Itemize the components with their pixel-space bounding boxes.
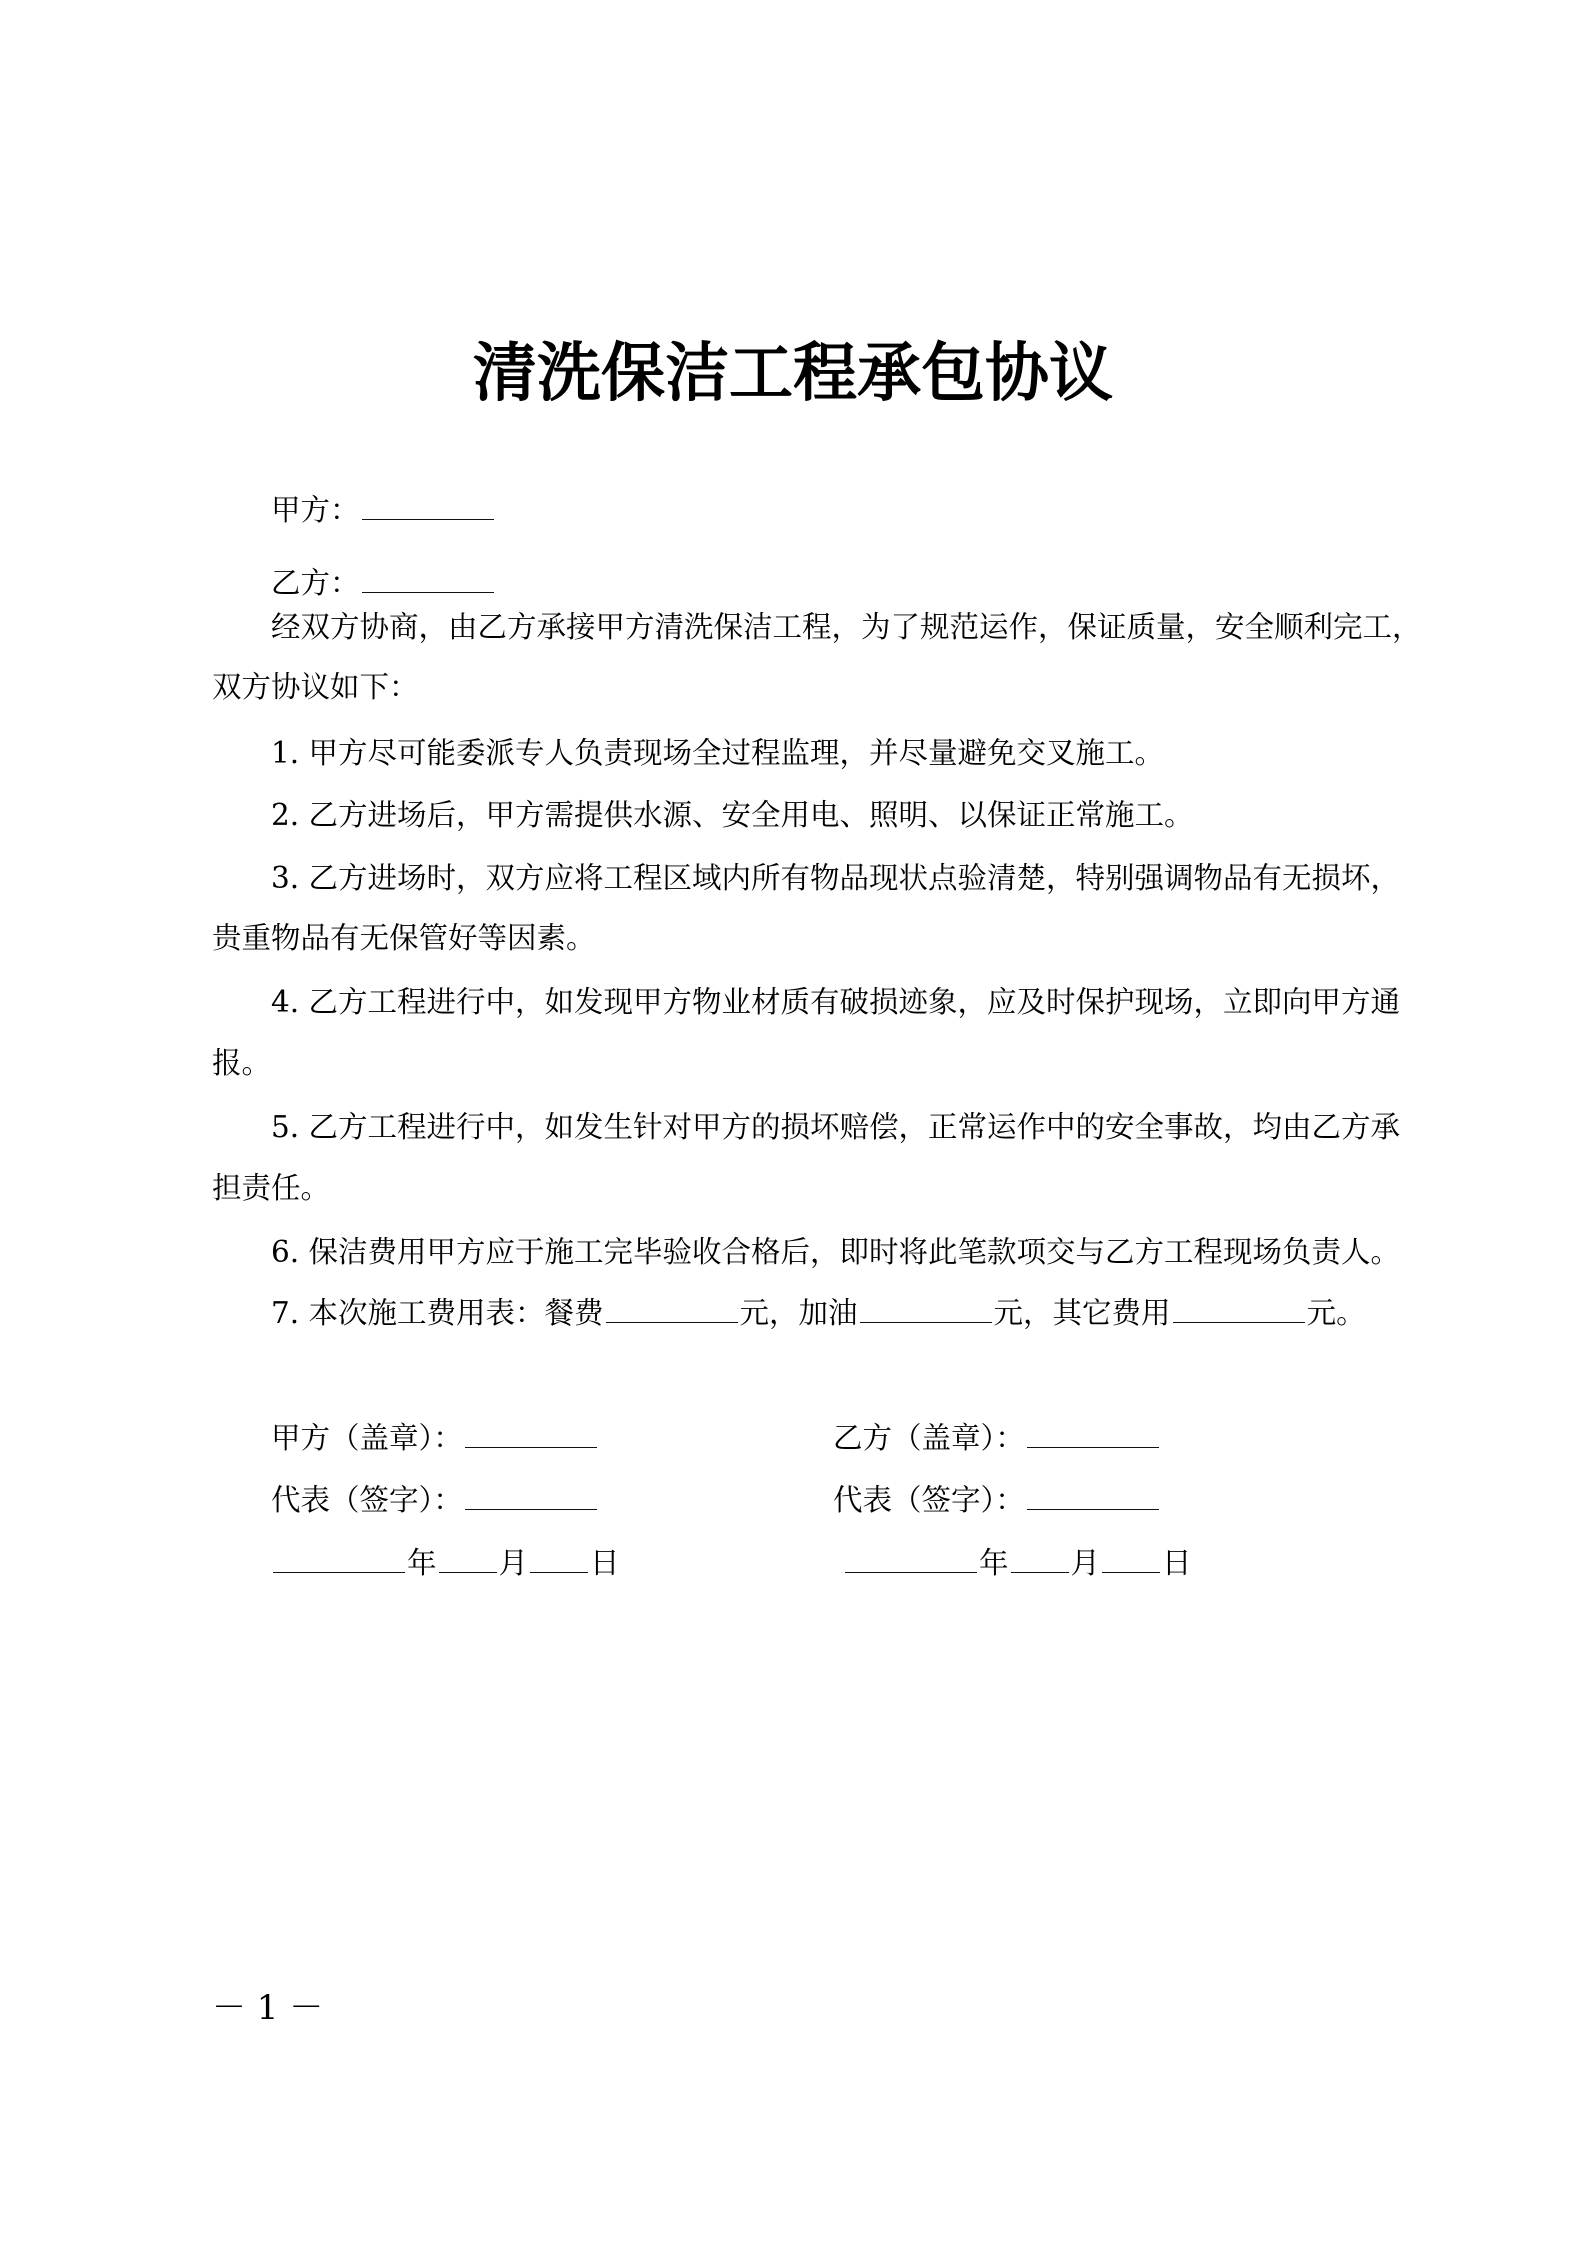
party-a-seal-label: 甲方（盖章）： bbox=[271, 1421, 463, 1455]
party-b-rep-label: 代表（签字）： bbox=[833, 1483, 1025, 1517]
party-b-year-blank bbox=[845, 1571, 977, 1573]
clause-5: 5. 乙方工程进行中，如发生针对甲方的损坏赔偿，正常运作中的安全事故，均由乙方承 bbox=[271, 1110, 1401, 1144]
clause-7-unit-2: 元，其它费用 bbox=[993, 1296, 1171, 1330]
party-a-year-blank bbox=[273, 1571, 405, 1573]
party-a-seal-blank bbox=[465, 1446, 597, 1448]
party-b-seal-blank bbox=[1027, 1446, 1159, 1448]
party-a-month-label: 月 bbox=[498, 1546, 529, 1580]
document-title: 清洗保洁工程承包协议 bbox=[473, 336, 1113, 411]
clause-7-unit-1: 元，加油 bbox=[739, 1296, 858, 1330]
party-a-month-blank bbox=[439, 1571, 497, 1573]
party-a-year-label: 年 bbox=[407, 1546, 437, 1580]
party-a-label: 甲方： bbox=[271, 493, 360, 527]
party-b-seal-line bbox=[833, 1420, 1161, 1456]
party-b-month-label: 月 bbox=[1070, 1546, 1101, 1580]
party-b-rep-blank bbox=[1027, 1508, 1159, 1510]
party-b-date-line bbox=[843, 1545, 1192, 1581]
clause-3: 3. 乙方进场时，双方应将工程区域内所有物品现状点验清楚，特别强调物品有无损坏， bbox=[271, 861, 1401, 895]
party-a-day-blank bbox=[530, 1571, 588, 1573]
clause-6: 6. 保洁费用甲方应于施工完毕验收合格后，即时将此笔款项交与乙方工程现场负责人。 bbox=[271, 1235, 1401, 1269]
clause-7 bbox=[271, 1295, 1366, 1331]
party-a-rep-label: 代表（签字）： bbox=[271, 1483, 463, 1517]
clause-4: 4. 乙方工程进行中，如发现甲方物业材质有破损迹象，应及时保护现场，立即向甲方通 bbox=[271, 985, 1401, 1019]
clause-2: 2. 乙方进场后，甲方需提供水源、安全用电、照明、以保证正常施工。 bbox=[271, 798, 1194, 832]
party-a-rep-line bbox=[271, 1482, 599, 1518]
intro-line-1: 经双方协商，由乙方承接甲方清洗保洁工程，为了规范运作，保证质量，安全顺利完工， bbox=[271, 610, 1422, 644]
intro-line-2: 双方协议如下： bbox=[212, 670, 419, 704]
party-a-day-label: 日 bbox=[590, 1546, 620, 1580]
clause-1: 1. 甲方尽可能委派专人负责现场全过程监理，并尽量避免交叉施工。 bbox=[271, 736, 1165, 770]
party-b-day-blank bbox=[1102, 1571, 1160, 1573]
party-b-seal-label: 乙方（盖章）： bbox=[833, 1421, 1025, 1455]
party-b-rep-line bbox=[833, 1482, 1161, 1518]
party-b-blank bbox=[362, 591, 494, 593]
party-b-month-blank bbox=[1011, 1571, 1069, 1573]
party-b-year-label: 年 bbox=[979, 1546, 1009, 1580]
page-number: － 1 － bbox=[212, 1988, 324, 2028]
clause-7-unit-3: 元。 bbox=[1306, 1296, 1366, 1330]
party-a-rep-blank bbox=[465, 1508, 597, 1510]
clause-7-prefix: 7. 本次施工费用表：餐费 bbox=[271, 1296, 604, 1330]
meal-fee-blank bbox=[606, 1321, 738, 1323]
party-a-date-line bbox=[271, 1545, 620, 1581]
party-b-line bbox=[271, 565, 496, 601]
party-a-blank bbox=[362, 518, 494, 520]
party-a-line bbox=[271, 492, 496, 528]
other-fee-blank bbox=[1173, 1321, 1305, 1323]
clause-5-cont: 担责任。 bbox=[212, 1171, 331, 1205]
fuel-fee-blank bbox=[860, 1321, 992, 1323]
party-b-day-label: 日 bbox=[1162, 1546, 1192, 1580]
clause-4-cont: 报。 bbox=[212, 1046, 272, 1080]
party-b-label: 乙方： bbox=[271, 566, 360, 600]
party-a-seal-line bbox=[271, 1420, 599, 1456]
clause-3-cont: 贵重物品有无保管好等因素。 bbox=[212, 921, 596, 955]
